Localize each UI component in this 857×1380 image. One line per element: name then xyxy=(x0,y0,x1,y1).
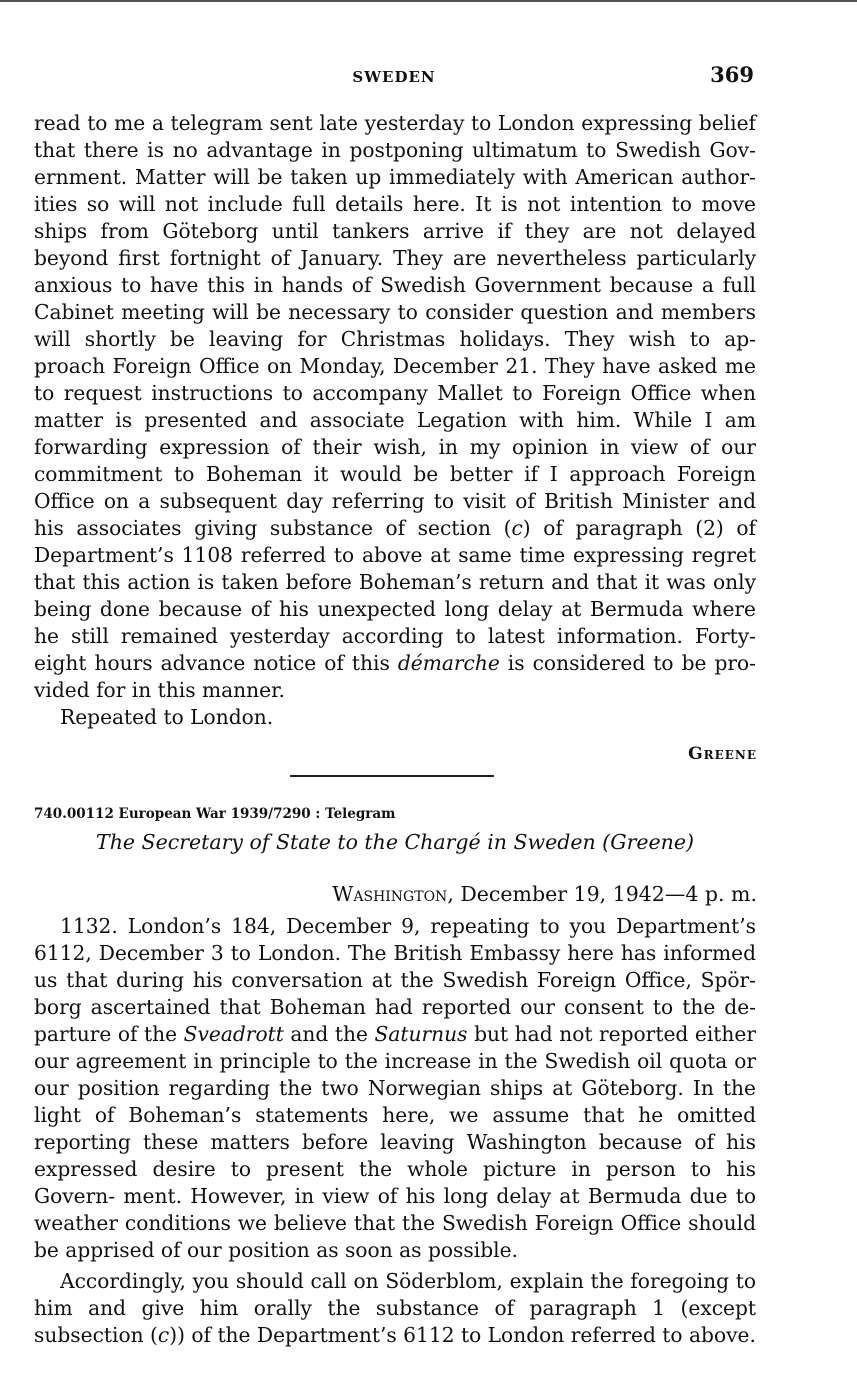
text-line: to him and give him orally the substance of paragraph 1 (except xyxy=(34,1269,757,1320)
text-line: or our position regarding the two Norwegian ships at Göteborg. In xyxy=(34,1049,756,1100)
telegram-body xyxy=(34,913,756,1349)
document-reference: 740.00112 European War 1939/7290 : Telegram xyxy=(34,806,396,822)
italic-text: démarche xyxy=(397,651,500,675)
text-line: forwarding expression of their wish, in my opinion in view of our xyxy=(34,435,756,459)
text-line: me to request instructions to accompany Mallet to Foreign Office when xyxy=(34,354,756,405)
text-line: apprised of our position as soon as possible. xyxy=(65,1238,518,1262)
italic-text: c xyxy=(157,1323,170,1347)
text-line: borg ascertained that Boheman had reported our consent to the de- xyxy=(34,995,756,1019)
text-line: read to me a telegram sent late yesterday to London expressing belief xyxy=(34,111,756,135)
text-line: Cabinet meeting will be necessary to consider question and members xyxy=(34,300,756,324)
italic-text: c xyxy=(511,516,523,540)
text-line: Department’s 1108 referred to above at same time expressing regret xyxy=(34,543,756,567)
text-line: ities so will not include full details here. It is not intention to move xyxy=(34,192,756,216)
italic-text: Saturnus xyxy=(374,1022,468,1046)
repeated-note: Repeated to London. xyxy=(60,705,274,729)
text-line: ships from Göteborg until tankers arrive if they are not delayed xyxy=(34,219,756,243)
text-line: us that during his conversation at the Swedish Foreign Office, Spör- xyxy=(34,968,756,992)
text-line: eight hours advance notice of this xyxy=(34,651,398,675)
running-head: SWEDEN xyxy=(352,68,436,86)
text-line: parture of the xyxy=(34,1022,184,1046)
italic-text: Sveadrott xyxy=(183,1022,284,1046)
section-separator xyxy=(290,775,494,777)
text-line: the light of Boheman’s statements here, we assume that he omitted xyxy=(34,1076,756,1127)
text-line: reporting these matters before leaving Washington because of his xyxy=(34,1130,756,1154)
dateline xyxy=(332,882,757,906)
dateline-date: , December 19, 1942—4 p. m. xyxy=(447,882,757,906)
text-line: being done because of his unexpected long delay at Bermuda where xyxy=(34,597,756,621)
signature: Greene xyxy=(688,744,757,764)
text-line: )) of the Department’s 6112 to London referred to above. xyxy=(169,1323,756,1347)
text-line: his associates giving substance of section ( xyxy=(34,516,512,540)
text-line: ) of paragraph (2) of xyxy=(522,516,756,540)
text-line: proach Foreign Office on Monday, December 21. They have asked xyxy=(34,354,718,378)
text-line: ment. However, in view of his long delay at Bermuda due to weather xyxy=(34,1184,756,1235)
text-line: that there is no advantage in postponing ultimatum to Swedish Gov- xyxy=(34,138,756,162)
text-line: Office on a subsequent day referring to visit of British Minister and xyxy=(34,489,756,513)
text-line: is considered to be pro- xyxy=(499,651,756,675)
document-title xyxy=(34,830,756,854)
preceding-telegram-body xyxy=(34,110,756,731)
text-line: subsection ( xyxy=(34,1323,158,1347)
text-line: 6112, December 3 to London. The British Embassy here has informed xyxy=(34,941,756,965)
preceding-paragraph xyxy=(34,110,756,704)
page-header xyxy=(34,62,754,92)
telegram-paragraph xyxy=(34,913,756,1264)
text-line: that this action is taken before Boheman’s return and that it was only xyxy=(34,570,756,594)
dateline-place: Washington xyxy=(332,882,448,906)
text-line: matter is presented and associate Legation with him. While I am xyxy=(34,408,756,432)
title-close: ) xyxy=(685,830,694,854)
title-text: The Secretary of State to the Chargé in Sweden ( xyxy=(96,830,611,854)
text-line: and the xyxy=(283,1022,375,1046)
text-line: beyond first fortnight of January. They are nevertheless particularly xyxy=(34,246,756,270)
title-name: Greene xyxy=(610,830,686,854)
text-line: commitment to Boheman it would be better if I approach Foreign xyxy=(34,462,756,486)
telegram-paragraph xyxy=(34,1268,756,1349)
text-line: conditions we believe that the Swedish Foreign Office should be xyxy=(34,1211,756,1262)
text-line: he still remained yesterday according to latest information. Forty- xyxy=(34,624,756,648)
text-line: but had not reported either xyxy=(467,1022,756,1046)
text-line: vided for in this manner. xyxy=(34,678,285,702)
text-line: will shortly be leaving for Christmas holidays. They wish to ap- xyxy=(34,327,756,351)
text-line: Accordingly, you should call on Söderblom, explain the foregoing xyxy=(60,1269,730,1293)
text-line: ernment. Matter will be taken up immediately with American author- xyxy=(34,165,756,189)
text-line: our agreement in principle to the increase in the Swedish oil quota xyxy=(34,1049,728,1073)
top-border-rule xyxy=(0,0,857,2)
page-number: 369 xyxy=(710,62,754,87)
text-line: 1132. London’s 184, December 9, repeating to you Department’s xyxy=(60,914,756,938)
text-line: expressed desire to present the whole picture in person to his Govern- xyxy=(34,1157,756,1208)
text-line: anxious to have this in hands of Swedish Government because a full xyxy=(34,273,756,297)
